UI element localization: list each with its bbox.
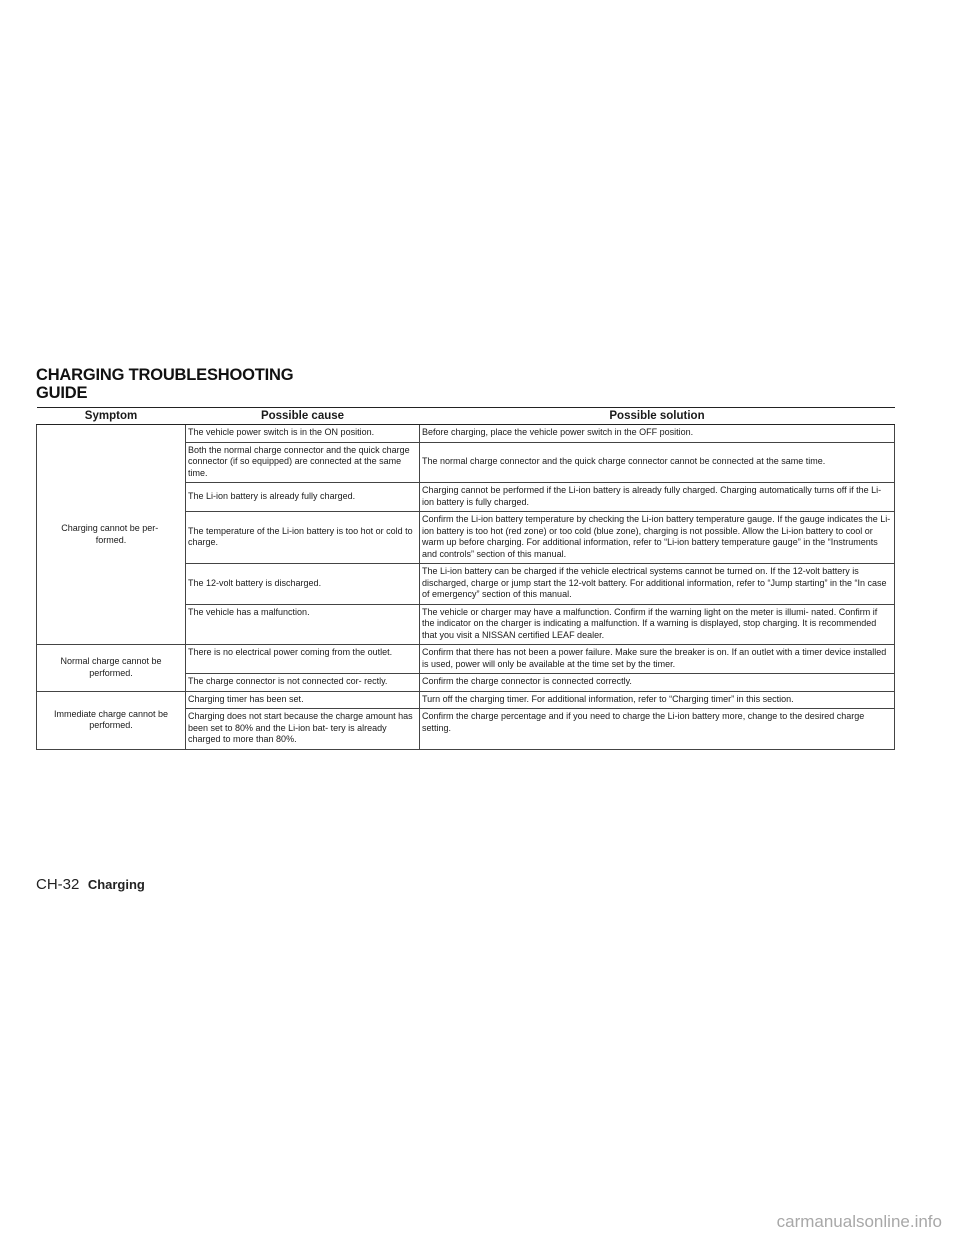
cause-cell: The charge connector is not connected cor- rectly. <box>186 674 420 692</box>
solution-cell: The Li-ion battery can be charged if the vehicle electrical systems cannot be turned on. If the 12-volt battery is discharged, charge or jump start the 12-volt battery. For additional information, refer to “Jump starting” in the “In case of emergency” section of this manual. <box>420 564 895 605</box>
section-title-line1: CHARGING TROUBLESHOOTING <box>36 366 294 384</box>
cause-cell: The temperature of the Li-ion battery is too hot or cold to charge. <box>186 512 420 564</box>
table-row <box>37 645 895 674</box>
table-header-row <box>37 408 895 425</box>
solution-cell: Before charging, place the vehicle power switch in the OFF position. <box>420 425 895 443</box>
chapter-name: Charging <box>87 877 145 892</box>
header-possible-cause: Possible cause <box>186 408 420 425</box>
solution-cell: Confirm the charge connector is connected correctly. <box>420 674 895 692</box>
header-symptom: Symptom <box>37 408 186 425</box>
cause-cell: The 12-volt battery is discharged. <box>186 564 420 605</box>
symptom-cell: Charging cannot be per- formed. <box>37 425 186 645</box>
symptom-cell: Immediate charge cannot be performed. <box>37 691 186 749</box>
solution-cell: The normal charge connector and the quick charge connector cannot be connected at the same time. <box>420 442 895 483</box>
cause-cell: Both the normal charge connector and the quick charge connector (if so equipped) are connected at the same time. <box>186 442 420 483</box>
section-title-line2: GUIDE <box>36 384 88 402</box>
page-footer <box>36 876 145 894</box>
solution-cell: Confirm the charge percentage and if you need to charge the Li-ion battery more, change to the desired charge setting. <box>420 709 895 750</box>
cause-cell: Charging timer has been set. <box>186 691 420 709</box>
header-possible-solution: Possible solution <box>420 408 895 425</box>
cause-cell: The vehicle power switch is in the ON position. <box>186 425 420 443</box>
cause-cell: The vehicle has a malfunction. <box>186 604 420 645</box>
solution-cell: Confirm the Li-ion battery temperature by checking the Li-ion battery temperature gauge. If the gauge indicates the Li-ion battery is too hot (red zone) or too cold (blue zone), charging is not possible. Allow the Li-ion battery to cool or warm up before charging. For additional information, refer to “Li-ion battery temperature gauge” in the “Instruments and controls” section of this manual. <box>420 512 895 564</box>
symptom-cell: Normal charge cannot be performed. <box>37 645 186 692</box>
cause-cell: There is no electrical power coming from the outlet. <box>186 645 420 674</box>
cause-cell: Charging does not start because the charge amount has been set to 80% and the Li-ion bat- tery is already charged to more than 80%. <box>186 709 420 750</box>
section-title <box>36 366 293 402</box>
solution-cell: Charging cannot be performed if the Li-ion battery is already fully charged. Charging automatically turns off if the Li-ion battery is fully charged. <box>420 483 895 512</box>
solution-cell: The vehicle or charger may have a malfunction. Confirm if the warning light on the meter is illumi- nated. Confirm if the indicator on the charger is indicating a malfunction. If a warning is displayed, stop charging. It is recommended that you visit a NISSAN certified LEAF dealer. <box>420 604 895 645</box>
page-number: CH-32 <box>36 876 80 893</box>
solution-cell: Turn off the charging timer. For additional information, refer to “Charging timer” in this section. <box>420 691 895 709</box>
solution-cell: Confirm that there has not been a power failure. Make sure the breaker is on. If an outlet with a timer device installed is used, power will only be available at the time set by the timer. <box>420 645 895 674</box>
troubleshooting-table <box>36 407 895 750</box>
table-row <box>37 691 895 709</box>
table-row <box>37 425 895 443</box>
cause-cell: The Li-ion battery is already fully charged. <box>186 483 420 512</box>
watermark-link[interactable]: carmanualsonline.info <box>776 1212 942 1231</box>
